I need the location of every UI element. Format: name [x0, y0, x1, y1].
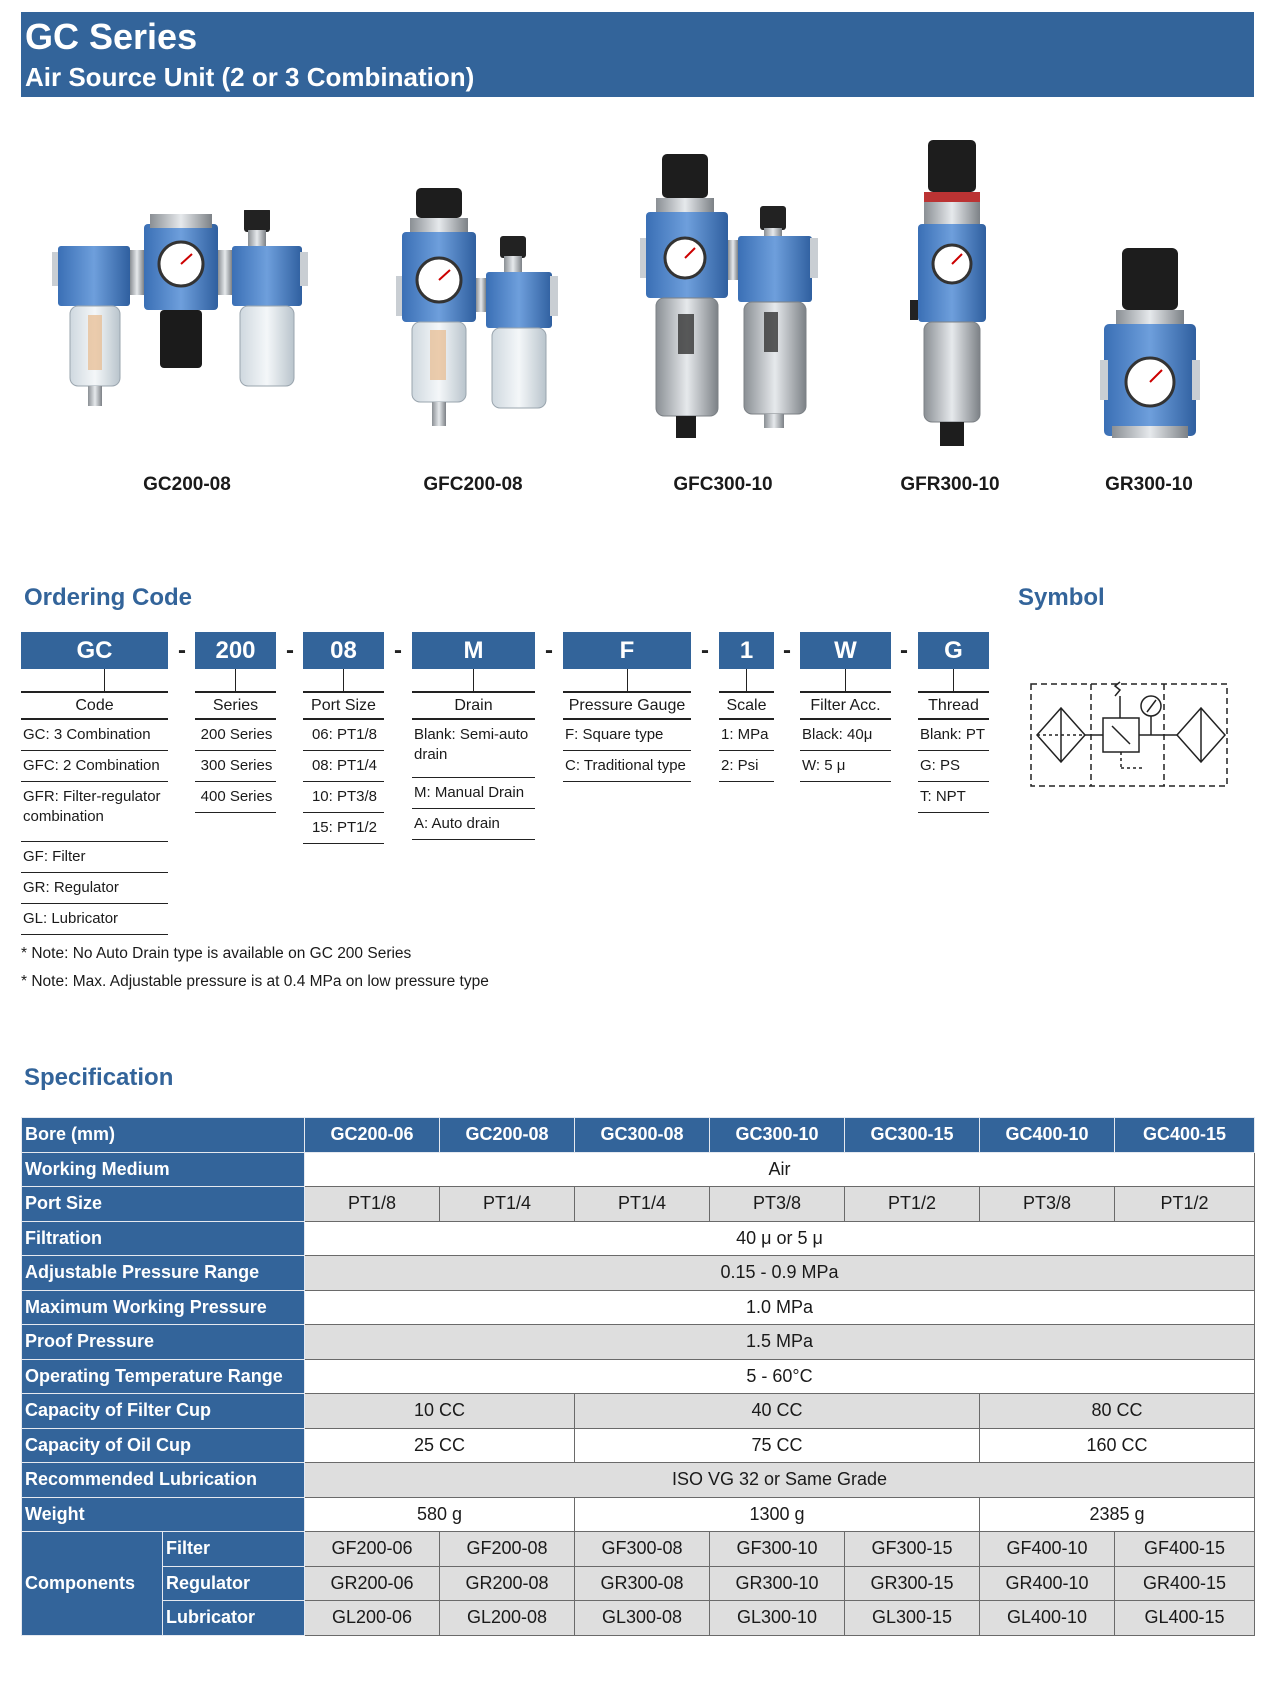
table-cell: PT1/4 [440, 1187, 575, 1222]
table-cell: GF300-08 [575, 1532, 710, 1567]
row-label: Bore (mm) [22, 1118, 305, 1153]
list-item: Black: 40μ [800, 720, 891, 751]
row-label: Filter [163, 1532, 305, 1567]
connector-line [473, 669, 474, 691]
list-item: W: 5 μ [800, 751, 891, 782]
table-row [22, 1532, 1255, 1567]
column-header: GC300-08 [575, 1118, 710, 1153]
code-dash: - [783, 637, 791, 664]
code-dash: - [286, 637, 294, 664]
code-box-thread: G [918, 632, 989, 669]
list-item: 08: PT1/4 [303, 751, 384, 782]
list-item: GL: Lubricator [21, 904, 168, 935]
series-column [195, 691, 276, 813]
column-header: Thread [918, 691, 989, 720]
row-label-components: Components [22, 1532, 163, 1636]
table-row [22, 1187, 1255, 1222]
row-label: Operating Temperature Range [22, 1359, 305, 1394]
page-title: GC Series [25, 16, 198, 57]
column-header: Port Size [303, 691, 384, 720]
column-header: GC400-15 [1115, 1118, 1255, 1153]
list-item: GFC: 2 Combination [21, 751, 168, 782]
column-header: GC300-15 [845, 1118, 980, 1153]
connector-line [627, 669, 628, 691]
connector-line [746, 669, 747, 691]
code-column [21, 691, 168, 935]
row-label: Capacity of Filter Cup [22, 1394, 305, 1429]
table-cell: GF400-15 [1115, 1532, 1255, 1567]
row-label: Regulator [163, 1566, 305, 1601]
table-cell: GL300-15 [845, 1601, 980, 1636]
row-label: Working Medium [22, 1152, 305, 1187]
product-image-gfr300-10 [910, 140, 994, 450]
list-item: 400 Series [195, 782, 276, 813]
list-item: 15: PT1/2 [303, 813, 384, 844]
filter-acc-column [800, 691, 891, 782]
product-image-gr300-10 [1100, 248, 1200, 443]
scale-column [719, 691, 774, 782]
connector-line [953, 669, 954, 691]
table-cell: GR400-10 [980, 1566, 1115, 1601]
list-item: 06: PT1/8 [303, 720, 384, 751]
column-header: GC300-10 [710, 1118, 845, 1153]
drain-column [412, 691, 535, 840]
product-image-gfc300-10 [640, 154, 820, 444]
table-cell: 25 CC [305, 1428, 575, 1463]
table-cell: GF400-10 [980, 1532, 1115, 1567]
column-header: Pressure Gauge [563, 691, 691, 720]
product-image-gc200-08 [52, 210, 322, 435]
table-cell: GL400-15 [1115, 1601, 1255, 1636]
product-label: GFR300-10 [900, 474, 1000, 495]
table-row [22, 1152, 1255, 1187]
list-item: Blank: Semi-auto drain [412, 720, 535, 778]
table-cell: 40 CC [575, 1394, 980, 1429]
note-line: * Note: No Auto Drain type is available on GC 200 Series [21, 945, 412, 962]
table-row [22, 1256, 1255, 1291]
connector-line [104, 669, 105, 691]
table-cell: GR300-10 [710, 1566, 845, 1601]
table-row [22, 1290, 1255, 1325]
note-line: * Note: Max. Adjustable pressure is at 0.4 MPa on low pressure type [21, 973, 489, 990]
list-item: G: PS [918, 751, 989, 782]
table-row [22, 1566, 1255, 1601]
column-header: Scale [719, 691, 774, 720]
table-cell: GR200-08 [440, 1566, 575, 1601]
list-item: M: Manual Drain [412, 778, 535, 809]
table-cell: 5 - 60°C [305, 1359, 1255, 1394]
code-box-code: GC [21, 632, 168, 669]
list-item: 300 Series [195, 751, 276, 782]
pressure-gauge-column [563, 691, 691, 782]
table-cell: GF200-06 [305, 1532, 440, 1567]
specification-title: Specification [24, 1064, 174, 1091]
table-row [22, 1221, 1255, 1256]
table-cell: PT1/4 [575, 1187, 710, 1222]
table-row [22, 1118, 1255, 1153]
table-cell: PT1/8 [305, 1187, 440, 1222]
row-label: Capacity of Oil Cup [22, 1428, 305, 1463]
row-label: Adjustable Pressure Range [22, 1256, 305, 1291]
column-header: Drain [412, 691, 535, 720]
table-row [22, 1463, 1255, 1498]
column-header: GC200-06 [305, 1118, 440, 1153]
code-box-pressure-gauge: F [563, 632, 691, 669]
table-row [22, 1497, 1255, 1532]
row-label: Recommended Lubrication [22, 1463, 305, 1498]
list-item: Blank: PT [918, 720, 989, 751]
table-cell: GF300-15 [845, 1532, 980, 1567]
list-item: T: NPT [918, 782, 989, 813]
column-header: GC200-08 [440, 1118, 575, 1153]
pneumatic-symbol-diagram [1027, 680, 1232, 790]
row-label: Proof Pressure [22, 1325, 305, 1360]
connector-line [235, 669, 236, 691]
column-header: Code [21, 691, 168, 720]
symbol-title: Symbol [1018, 584, 1105, 611]
product-label: GFC300-10 [673, 474, 773, 495]
row-label: Weight [22, 1497, 305, 1532]
table-cell: 2385 g [980, 1497, 1255, 1532]
row-label: Port Size [22, 1187, 305, 1222]
connector-line [845, 669, 846, 691]
row-label: Lubricator [163, 1601, 305, 1636]
column-header: Series [195, 691, 276, 720]
code-dash: - [394, 637, 402, 664]
table-cell: 0.15 - 0.9 MPa [305, 1256, 1255, 1291]
table-cell: GR200-06 [305, 1566, 440, 1601]
list-item: 2: Psi [719, 751, 774, 782]
table-cell: GF200-08 [440, 1532, 575, 1567]
table-cell: 10 CC [305, 1394, 575, 1429]
list-item: 200 Series [195, 720, 276, 751]
table-row [22, 1359, 1255, 1394]
connector-line [343, 669, 344, 691]
list-item: F: Square type [563, 720, 691, 751]
table-row [22, 1325, 1255, 1360]
table-cell: PT3/8 [710, 1187, 845, 1222]
port-size-column [303, 691, 384, 844]
list-item: GC: 3 Combination [21, 720, 168, 751]
list-item: A: Auto drain [412, 809, 535, 840]
code-box-scale: 1 [719, 632, 774, 669]
column-header: Filter Acc. [800, 691, 891, 720]
table-cell: GF300-10 [710, 1532, 845, 1567]
code-dash: - [178, 637, 186, 664]
table-cell: GR300-15 [845, 1566, 980, 1601]
ordering-code-title: Ordering Code [24, 584, 193, 611]
table-cell: PT1/2 [1115, 1187, 1255, 1222]
table-cell: GR300-08 [575, 1566, 710, 1601]
table-cell: PT1/2 [845, 1187, 980, 1222]
table-cell: 80 CC [980, 1394, 1255, 1429]
column-header: GC400-10 [980, 1118, 1115, 1153]
table-cell: Air [305, 1152, 1255, 1187]
list-item: 10: PT3/8 [303, 782, 384, 813]
code-dash: - [900, 637, 908, 664]
list-item: 1: MPa [719, 720, 774, 751]
code-box-filter-acc: W [800, 632, 891, 669]
page-subtitle: Air Source Unit (2 or 3 Combination) [25, 62, 475, 92]
row-label: Maximum Working Pressure [22, 1290, 305, 1325]
table-cell: 40 μ or 5 μ [305, 1221, 1255, 1256]
specification-table [21, 1117, 1255, 1636]
table-row [22, 1428, 1255, 1463]
list-item: GR: Regulator [21, 873, 168, 904]
row-label: Filtration [22, 1221, 305, 1256]
code-dash: - [545, 637, 553, 664]
thread-column [918, 691, 989, 813]
code-box-drain: M [412, 632, 535, 669]
table-cell: GL300-08 [575, 1601, 710, 1636]
list-item: C: Traditional type [563, 751, 691, 782]
product-label: GC200-08 [143, 474, 231, 495]
table-cell: 580 g [305, 1497, 575, 1532]
list-item: GFR: Filter-regulator combination [21, 782, 168, 842]
code-dash: - [701, 637, 709, 664]
code-box-port-size: 08 [303, 632, 384, 669]
header-banner [21, 12, 1254, 97]
product-image-gfc200-08 [396, 188, 566, 438]
table-cell: GL200-06 [305, 1601, 440, 1636]
table-cell: GR400-15 [1115, 1566, 1255, 1601]
table-cell: GL200-08 [440, 1601, 575, 1636]
table-cell: 75 CC [575, 1428, 980, 1463]
table-cell: GL300-10 [710, 1601, 845, 1636]
list-item: GF: Filter [21, 842, 168, 873]
table-cell: 1.5 MPa [305, 1325, 1255, 1360]
table-row [22, 1601, 1255, 1636]
table-cell: 1300 g [575, 1497, 980, 1532]
table-cell: ISO VG 32 or Same Grade [305, 1463, 1255, 1498]
table-cell: PT3/8 [980, 1187, 1115, 1222]
table-cell: 160 CC [980, 1428, 1255, 1463]
code-box-series: 200 [195, 632, 276, 669]
table-cell: 1.0 MPa [305, 1290, 1255, 1325]
table-row [22, 1394, 1255, 1429]
product-label: GFC200-08 [423, 474, 523, 495]
table-cell: GL400-10 [980, 1601, 1115, 1636]
product-label: GR300-10 [1105, 474, 1193, 495]
